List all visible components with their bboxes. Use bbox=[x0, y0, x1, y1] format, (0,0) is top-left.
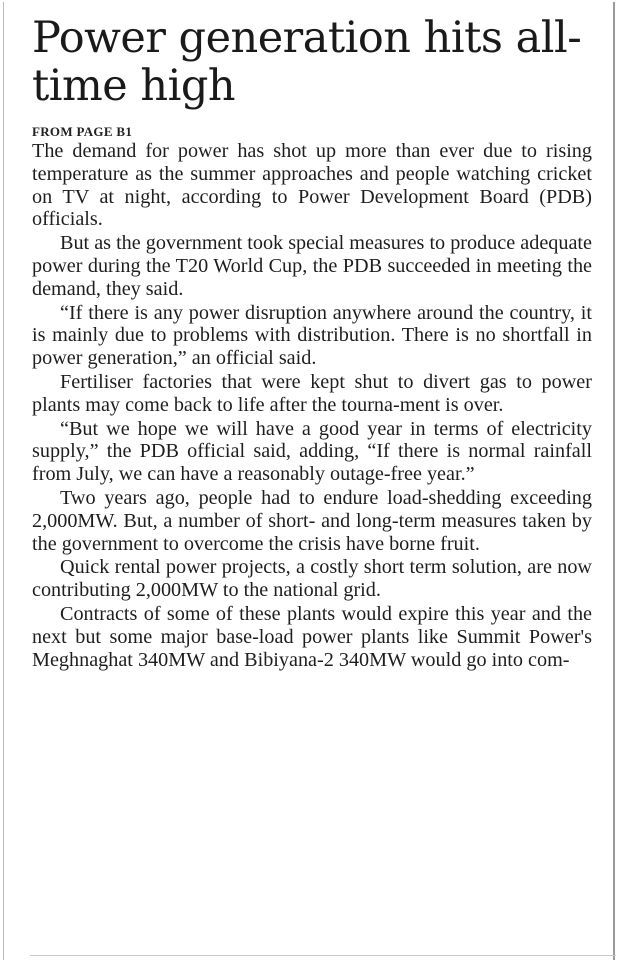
paragraph-8: Contracts of some of these plants would expire this year and the next but some major base-load power plants like Summit Power's Meghnaghat 340MW and Bibiyana-2 340MW would go into com- bbox=[32, 602, 592, 671]
paragraph-6: Two years ago, people had to endure load-shedding exceeding 2,000MW. But, a number of short- and long-term measures taken by the government to overcome the crisis have borne fruit. bbox=[32, 486, 592, 555]
paragraph-4: Fertiliser factories that were kept shut to divert gas to power plants may come back to life after the tourna-ment is over. bbox=[32, 370, 592, 416]
headline: Power generation hits all-time high bbox=[32, 13, 582, 111]
paragraph-5: “But we hope we will have a good year in terms of electricity supply,” the PDB official said, adding, “If there is normal rainfall from July, we can have a reasonably outage-free year.” bbox=[32, 417, 592, 486]
bottom-divider bbox=[30, 955, 616, 956]
paragraph-2: But as the government took special measures to produce adequate power during the T20 World Cup, the PDB succeeded in meeting the demand, they said. bbox=[32, 232, 592, 300]
news-article bbox=[32, 14, 592, 671]
article-body bbox=[32, 140, 592, 671]
paragraph-3: “If there is any power disruption anywhere around the country, it is mainly due to problems with distribution. There is no shortfall in power generation,” an official said. bbox=[32, 301, 592, 370]
paragraph-7: Quick rental power projects, a costly short term solution, are now contributing 2,000MW to the national grid. bbox=[32, 556, 592, 602]
continued-from-label: FROM PAGE B1 bbox=[32, 124, 133, 139]
paragraph-1: The demand for power has shot up more than ever due to rising temperature as the summer approaches and people watching cricket on TV at night, according to Power Development Board (PDB) officials. bbox=[32, 140, 592, 231]
